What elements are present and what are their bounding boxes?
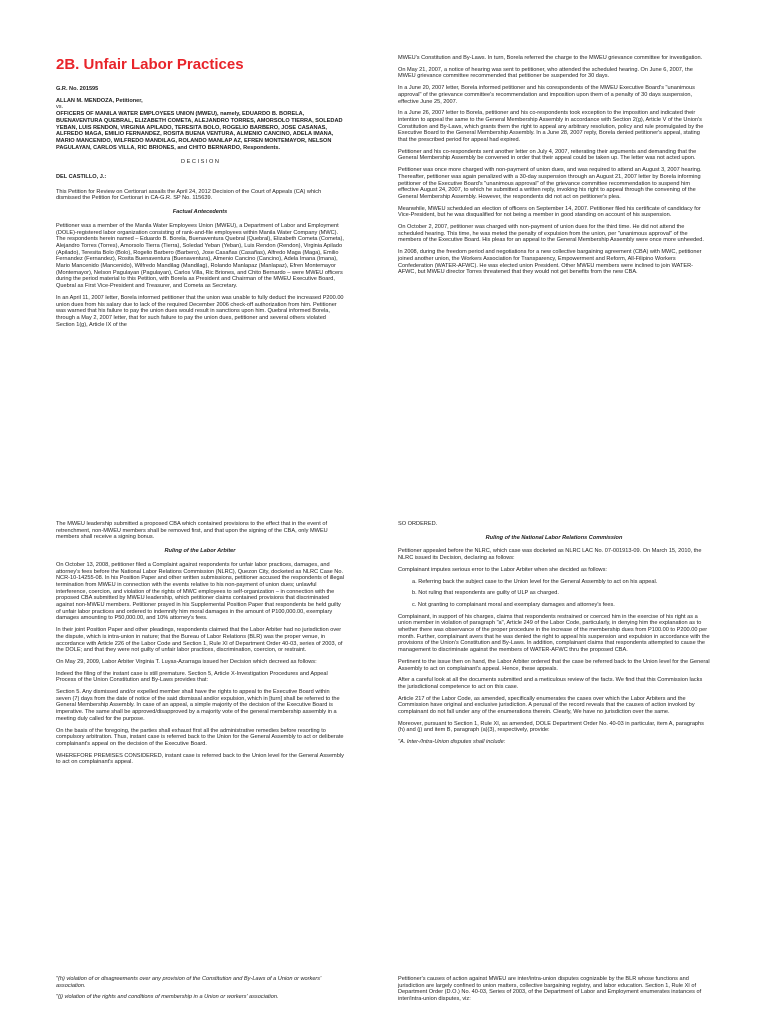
paragraph: The MWEU leadership submitted a proposed CBA which contained provisions to the effect that in the event of retrenchment, non-MWEU members shall be removed first, and that upon the signing of the CBA, only MWEU members shall receive a signing bonus.	[56, 521, 328, 541]
decision-heading: D E C I S I O N	[181, 159, 219, 166]
list-item: c. Not granting to complainant moral and exemplary damages and attorney's fees.	[412, 601, 615, 608]
quoted-provision: "(j) violation of the rights and conditions of membership in a Union or workers' association.	[56, 994, 279, 1001]
page-1-left-column	[56, 56, 344, 333]
paragraph: Complainant, in support of his charges, claims that respondents restrained or coerced him in the exercise of his right as a union member in violation of paragraph "a", Article 249 of the Labor Code, particularly, in denying him the explanation as to whether there was observance of the proper procedure in the increase of the membership dues from P100.00 to P200.00 per month. Further, complainant avers that he was denied the right to appeal his suspension and expulsion in accordance with the provisions of the Union's Constitution and By-Laws. In addition, complainant claims that respondents attempted to cause the management to discriminate against the members of WATER-AFWC thru the proposed CBA.	[398, 613, 710, 654]
page-2-left-footer	[56, 976, 344, 1006]
quoted-provision: "A. Inter-/Intra-Union disputes shall include:	[398, 739, 506, 746]
paragraph: Moreover, pursuant to Section 1, Rule XI, as amended, DOLE Department Order No. 40-03 in particular, item A, paragraphs (h) and (j) and item B, paragraph (a)(3), respectively, provide:	[398, 720, 704, 734]
paragraph: Petitioner was a member of the Manila Water Employees Union (MWEU), a Department of Labor and Employment (DOLE)-registered labor organization consisting of rank-and-file employees within Manila Water Company (MWC). The respondents herein named – Eduardo B. Borela, Buenaventura Quebral (Quebral), Elizabeth Cometa (Cometa), Alejandro Torres (Torres), Amorsolo Tierra (Tierra), Soledad Yeban (Yeban), Luis Rendon (Rendon), Virginia Apilado (Apilado), Teresita Bolo (Bolo), Rogelio Barbero (Barbero), Jose Casañas (Casañas), Alfredo Maga (Maga), Emilio Fernandez (Fernandez), Rosita Buenaventura (Buenaventura), Almenio Cancino (Cancino), Adela Imana (Imana), Mario Mancenido (Mancenido), Wilfredo Mandilag (Mandilag), Rolando Manlapaz (Manlapaz), Efren Montemayor (Montemayor), Nelson Pagulayan (Pagulayan), Carlos Villa, Ric Briones, and Chito Bernardo – were MWEU officers during the period material to this Petition, with Borela as President and Chairman of the MWEU Executive Board, Quebral as First Vice-President and Treasurer, and Cometa as Secretary.	[56, 222, 344, 290]
paragraph: Petitioner was once more charged with non-payment of union dues, and was required to attend an August 3, 2007 hearing. Thereafter, petitioner was again penalized with a 30-day suspension through an August 21, 2007 letter by Borela informing petitioner of the Executive Board's "unanimous approval" of the grievance committee recommendation to suspend him effective August 24, 2007, to which he submitted a written reply, invoking his right to appeal through the convening of the General Membership Assembly. However, the respondents did not act on petitioner's plea.	[398, 167, 702, 200]
paragraph: MWEU's Constitution and By-Laws. In turn, Borela referred the charge to the MWEU grievance committee for investigation.	[398, 55, 703, 61]
paragraph: On May 21, 2007, a notice of hearing was sent to petitioner, who attended the scheduled hearing. On June 6, 2007, the MWEU grievance committee recommended that petitioner be suspended for 30 days.	[398, 66, 693, 80]
document-title: 2B. Unfair Labor Practices	[56, 56, 244, 73]
section-heading: Ruling of the National Labor Relations Commission	[485, 534, 623, 541]
page-2-right-footer	[398, 976, 710, 1008]
paragraph: Article 217 of the Labor Code, as amended, specifically enumerates the cases over which the Labor Arbiters and the Commission have original and exclusive jurisdiction. A perusal of the record reveals that the causes of action invoked by complainant do not fall under any of the enumerations therein. Clearly, We have no jurisdiction over the same.	[398, 695, 695, 716]
paragraph: In an April 11, 2007 letter, Borela informed petitioner that the union was unable to fully deduct the increased P200.00 union dues from his salary due to lack of the required December 2006 check-off authorization from him. Petitioner was warned that his failure to pay the union dues would result in sanctions upon him. Quebral informed Borela, through a May 2, 2007 letter, that for such failure to pay the union dues, petitioner and several others violated Section 1(g), Article IX of the	[56, 294, 344, 328]
paragraph: On October 13, 2008, petitioner filed a Complaint against respondents for unfair labor practices, damages, and attorney's fees before the National Labor Relations Commission (NLRC), Quezon City, docketed as NLRC Case No. NCR-10-14255-08. In his Position Paper and other written submissions, petitioner accused the respondents of illegal termination from MWEU in connection with the events relative to his non-payment of union dues; unlawful interference, coercion, and violation of the rights of MWC employees to self-organization – in connection with the proposed CBA submitted by MWEU leadership, which petitioner claims contained provisions that discriminated against non-MWEU members. Petitioner prayed in his Supplemental Position Paper that respondents be held guilty of unfair labor practices and ordered to indemnify him moral damages in the amount of P100,000.00, exemplary damages amounting to P50,000.00, and 10% attorney's fees.	[56, 561, 344, 622]
section-heading: Factual Antecedents	[172, 209, 228, 216]
paragraph: In 2008, during the freedom period and negotiations for a new collective bargaining agreement (CBA) with MWC, petitioner joined another union, the Workers Association for Transparency, Empowerment and Reform, All-Filipino Workers Confederation (WATER-AFWC). He was elected union President. Other MWEU members were inclined to join WATER-AFWC, but MWEU director Torres threatened that they would not get benefits from the new CBA.	[398, 249, 702, 276]
ponente: DEL CASTILLO, J.:	[56, 174, 107, 181]
list-item: b. Not ruling that respondents are guilty of ULP as charged.	[412, 590, 559, 597]
paragraph: Indeed the filing of the instant case is still premature. Section 5, Article X-Investigation Procedures and Appeal Process of the Union Constitution and By-Laws provides that:	[56, 670, 328, 684]
case-number: G.R. No. 201595	[56, 86, 99, 92]
quoted-provision: "(h) violation of or disagreements over any provision of the Constitution and By-Laws of a Union or workers' association.	[56, 976, 322, 989]
page-2-right-column	[398, 521, 710, 751]
paragraph: In a June 20, 2007 letter, Borela informed petitioner and his corespondents of the MWEU Executive Board's "unanimous approval" of the grievance committee's recommendation and imposition upon them of a penalty of 30 days suspension, effective June 25, 2007.	[398, 85, 695, 105]
page-1-right-column	[398, 55, 710, 281]
paragraph: This Petition for Review on Certiorari assails the April 24, 2012 Decision of the Court of Appeals (CA) which dismissed the Petition for Certiorari in CA-G.R. SP No. 115639.	[56, 188, 322, 202]
paragraph: Pertinent to the issue then on hand, the Labor Arbiter ordered that the case be referred back to the Union level for the General Assembly to act on complainant's appeal. Hence, these appeals.	[398, 658, 710, 672]
paragraph: Complainant imputes serious error to the Labor Arbiter when she decided as follows:	[398, 566, 607, 573]
paragraph: Section 5. Any dismissed and/or expelled member shall have the rights to appeal to the Executive Board within seven (7) days from the date of notice of the said dismissal and/or expulsion, which in [turn] shall be referred to the General Membership Assembly. In case of an appeal, a simple majority of the decision of the Executive Board is imperative. The same shall be approved/disapproved by a majority vote of the general membership assembly in a meeting duly called for the purpose.	[56, 689, 340, 722]
paragraph: Petitioner's causes of action against MWEU are inter/intra-union disputes cognizable by the BLR whose functions and jurisdiction are largely confined to union matters, collective bargaining registry, and labor education. Section 1, Rule XI of Department Order (D.O.) No. 40-03, Series of 2003, of the Department of Labor and Employment enumerates instances of inter/intra-union disputes, viz:	[398, 976, 702, 1003]
list-item: a. Referring back the subject case to the Union level for the General Assembly to act on his appeal.	[412, 578, 658, 585]
petitioner-name: ALLAN M. MENDOZA, Petitioner,	[56, 97, 143, 104]
section-heading: Ruling of the Labor Arbiter	[164, 548, 236, 555]
respondents-list: OFFICERS OF MANILA WATER EMPLOYEES UNION (MWEU), namely, EDUARDO B. BORELA, BUENAVENTURA QUEBRAL, ELIZABETH COMETA, ALEJANDRO TORRES, AMORSOLO TIERRA, SOLEDAD YEBAN, LUIS RENDON, VIRGINIA APILADO, TERESITA BOLO, ROGELIO BARBERO, JOSE CASANAS, ALFREDO MAGA, EMILIO FERNANDEZ, ROSITA BUENA VENTURA, ALMENIO CANCINO, ADELA IMANA, MARIO MANCENIDO, WILFREDO MANDILAG, ROLANDO MANLAP AZ, EFREN MONTEMAYOR, NELSON PAGULAYAN, CARLOS VILLA, RIC BRIONES, and CHITO BERNARDO, Respondents.	[56, 111, 343, 151]
paragraph: On October 2, 2007, petitioner was charged with non-payment of union dues for the third time. He did not attend the scheduled hearing. This time, he was meted the penalty of expulsion from the union, per "unanimous approval" of the members of the Executive Board. His pleas for an appeal to the General Membership Assembly were once more unheeded.	[398, 224, 704, 244]
page-2-left-column	[56, 521, 344, 771]
paragraph: After a careful look at all the documents submitted and a meticulous review of the facts. We find that this Commission lacks the jurisdictional competence to act on this case.	[398, 677, 703, 690]
paragraph: In a June 26, 2007 letter to Borela, petitioner and his co-respondents took exception to the imposition and indicated their intention to appeal the same to the General Membership Assembly in accordance with Section 2(g), Article V of the Union's Constitution and By-Laws, which grants them the right to appeal any arbitrary resolution, policy and rule promulgated by the Executive Board to the General Membership Assembly. In a June 28, 2007 reply, Borela denied petitioner's appeal, stating that the prescribed period for appeal had expired.	[398, 110, 704, 144]
paragraph: WHEREFORE PREMISES CONSIDERED, instant case is referred back to the Union level for the General Assembly to act on complainant's appeal.	[56, 752, 344, 766]
versus: vs.	[56, 104, 64, 111]
paragraph: On May 29, 2009, Labor Arbiter Virginia T. Luyas-Azarraga issued her Decision which decreed as follows:	[56, 658, 317, 665]
paragraph: Meanwhile, MWEU scheduled an election of officers on September 14, 2007. Petitioner filed his certificate of candidacy for Vice-President, but he was disqualified for not being a member in good standing on account of his suspension.	[398, 205, 701, 219]
paragraph: SO ORDERED.	[398, 521, 438, 527]
paragraph: On the basis of the foregoing, the parties shall exhaust first all the administrative remedies before resorting to compulsory arbitration. Thus, instant case is referred back to the Union for the General Assembly to act or deliberate complainant's appeal on the decision of the Executive Board.	[56, 727, 344, 747]
document-page-2	[0, 512, 768, 1024]
paragraph: Petitioner appealed before the NLRC, which case was docketed as NLRC LAC No. 07-001913-09. On March 15, 2010, the NLRC issued its Decision, declaring as follows:	[398, 548, 702, 562]
paragraph: Petitioner and his co-respondents sent another letter on July 4, 2007, reiterating their arguments and demanding that the General Membership Assembly be convened in order that their appeal could be taken up. The letter was not acted upon.	[398, 148, 697, 162]
paragraph: In their joint Position Paper and other pleadings, respondents claimed that the Labor Arbiter had no jurisdiction over the dispute, which is intra-union in nature; that the Bureau of Labor Relations (BLR) was the proper venue, in accordance with Article 226 of the Labor Code and Section 1, Rule XI of Department Order 40-03, series of 2003, of the DOLE; and that they were not guilty of unfair labor practices, discrimination, coercion, or restraint.	[56, 627, 343, 654]
